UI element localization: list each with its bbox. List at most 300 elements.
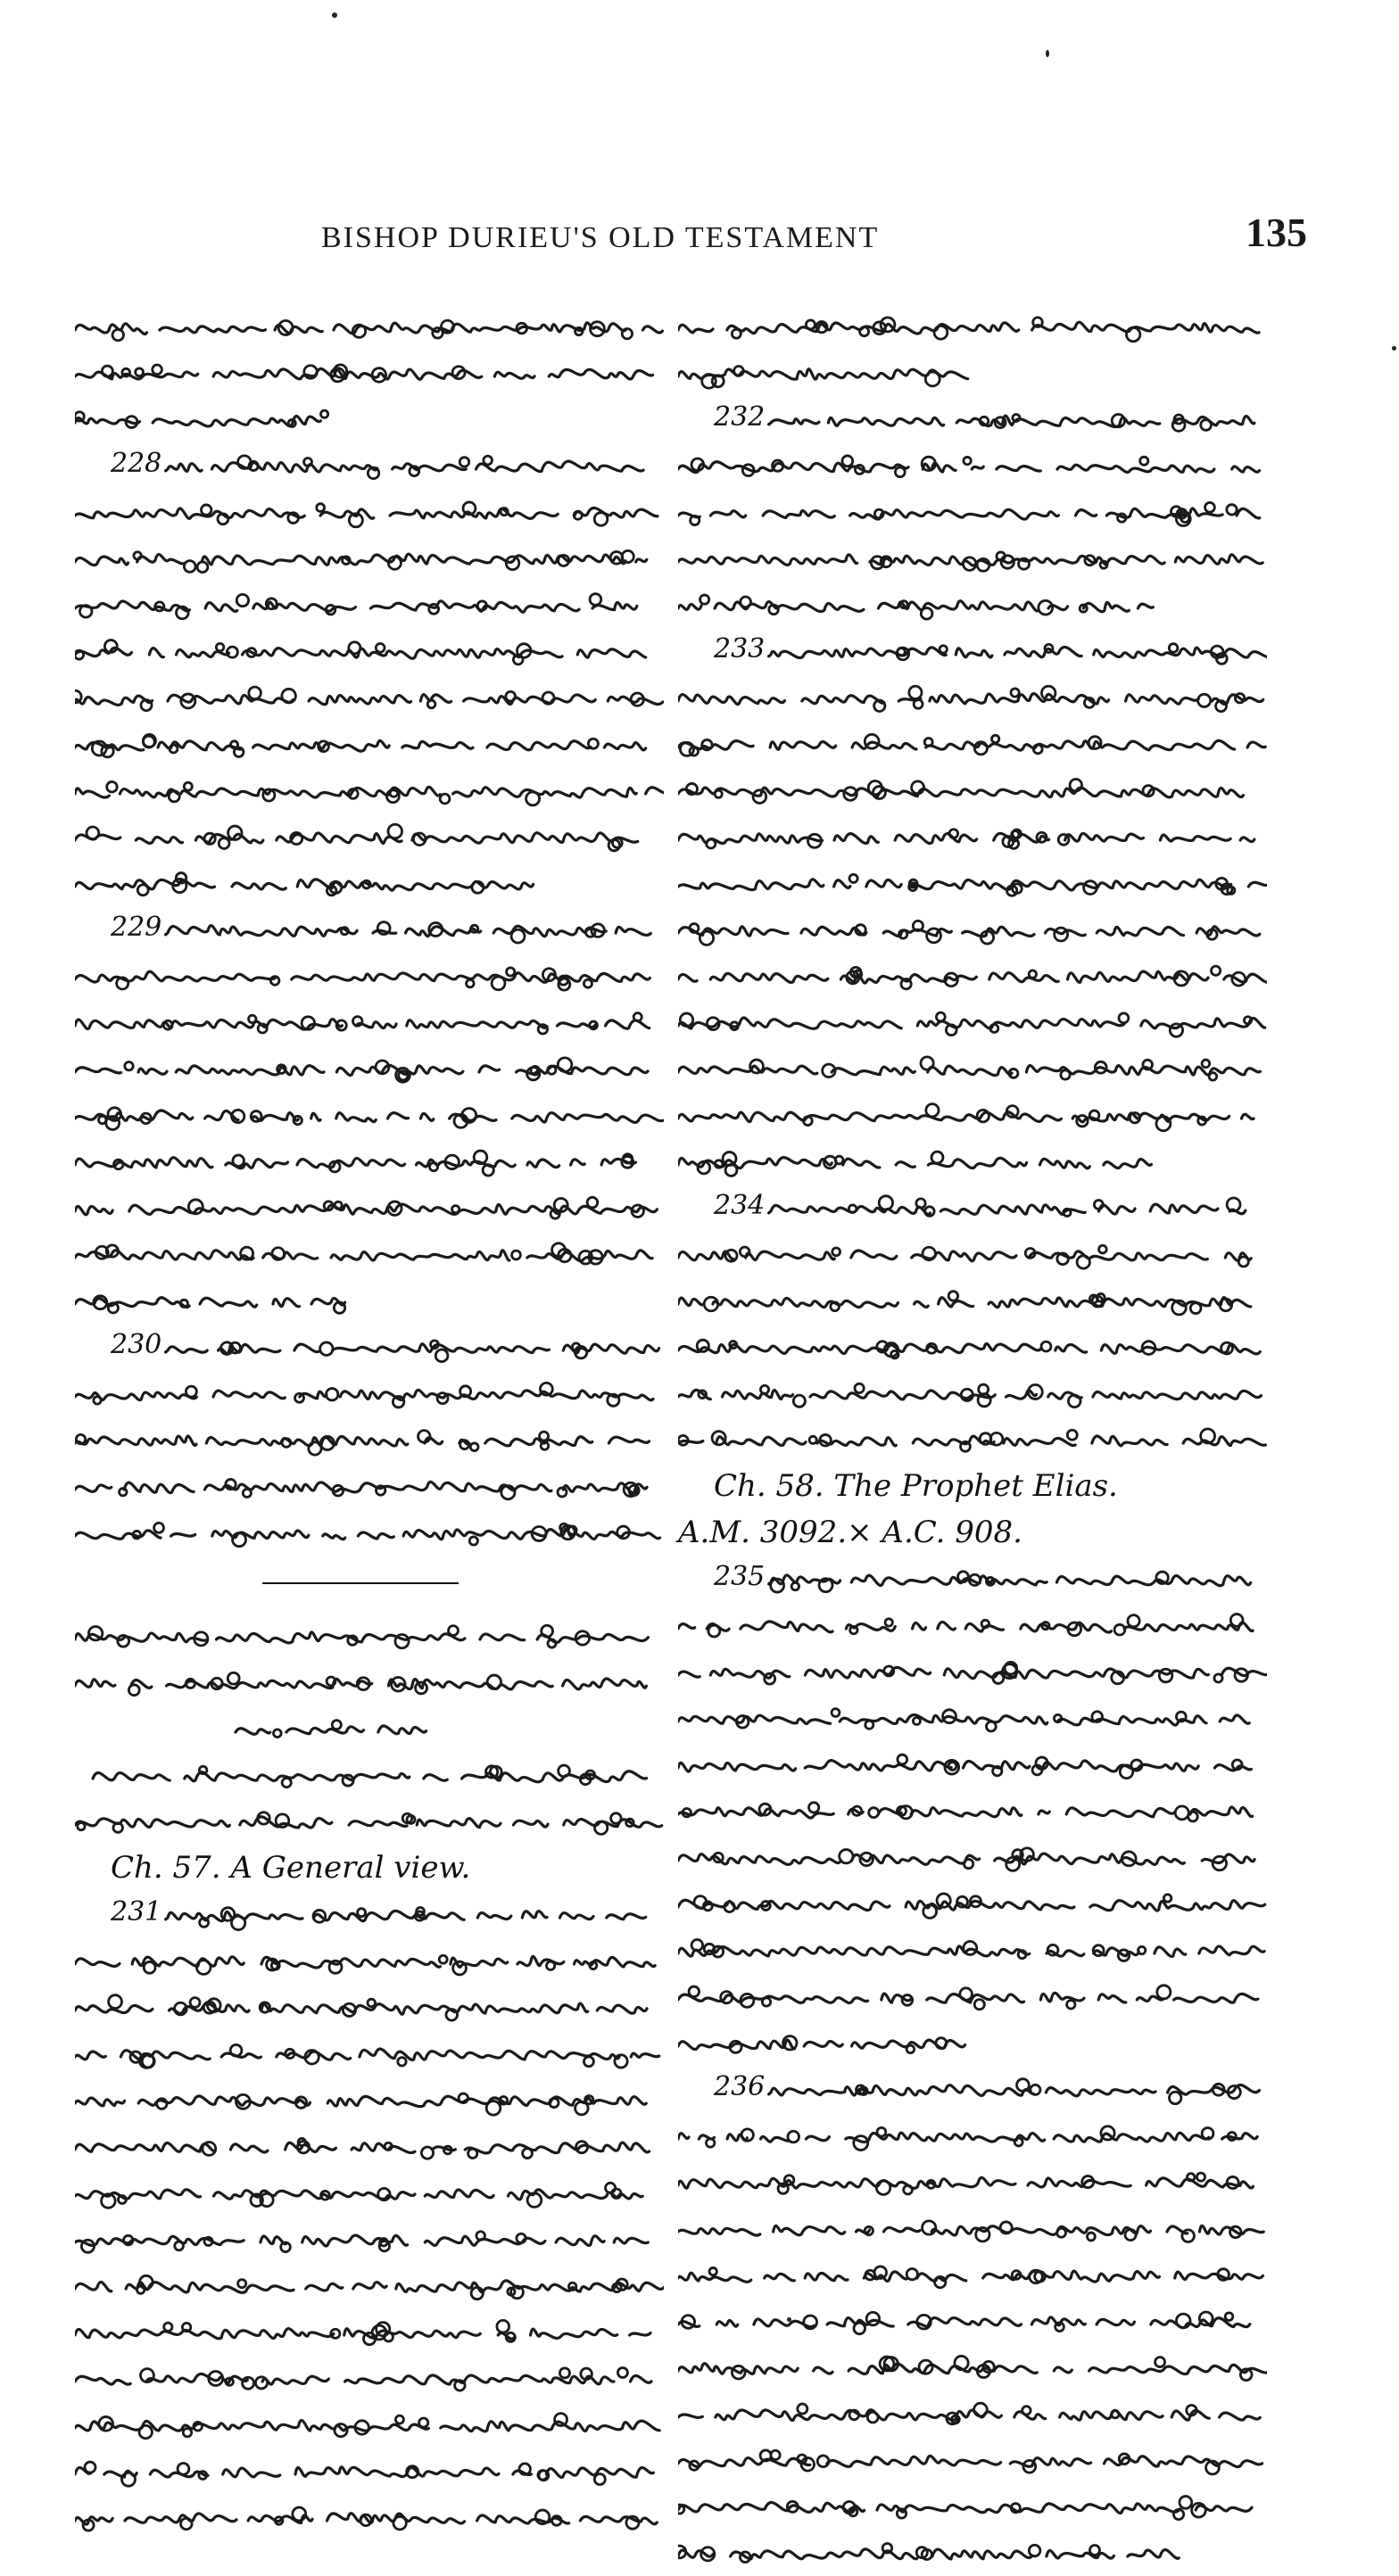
shorthand-stroke [678,1298,1251,1308]
shorthand-loop [1077,1256,1089,1268]
shorthand-loop [98,1116,105,1123]
shorthand-loop [184,782,192,790]
shorthand-stroke [678,1158,1151,1168]
script-line [75,2494,664,2540]
shorthand-loop [180,1300,187,1307]
shorthand-loop [974,2000,984,2010]
script-line [678,2344,1267,2390]
shorthand-script-strokes [678,767,1267,813]
shorthand-loop [199,1766,206,1773]
script-line [75,1463,664,1509]
shorthand-loop [877,2127,886,2136]
shorthand-stroke [678,1436,1265,1446]
shorthand-loop [385,2143,392,2150]
section-divider [262,1582,459,1584]
script-line [75,906,664,953]
script-line [678,628,1267,674]
shorthand-script-strokes [75,721,664,767]
shorthand-loop [459,458,468,466]
script-line [678,1416,1267,1463]
script-line [678,1092,1267,1138]
script-line [678,2251,1267,2298]
script-line [678,1973,1267,2019]
shorthand-loop [1126,327,1139,341]
shorthand-loop [986,1721,996,1731]
script-line [678,1185,1267,1231]
shorthand-loop [617,2368,627,2378]
script-line [75,767,664,813]
shorthand-loop [709,2267,716,2275]
shorthand-loop [849,874,857,882]
script-line [75,582,664,628]
shorthand-loop [467,979,475,987]
shorthand-loop [1169,644,1178,653]
shorthand-loop [866,2312,879,2324]
shorthand-script-strokes [75,2401,664,2448]
script-line [75,1324,664,1370]
shorthand-loop [1017,2079,1030,2092]
shorthand-stroke [678,1251,1251,1261]
shorthand-loop [317,504,325,512]
shorthand-loop [981,1620,989,1627]
shorthand-stroke [75,2190,655,2200]
script-line [678,2066,1267,2112]
script-line [678,1324,1267,1370]
script-line [75,1659,664,1705]
shorthand-script-strokes [75,2076,664,2123]
script-line [75,721,664,767]
shorthand-loop [832,1709,840,1717]
shorthand-script-strokes [75,350,664,396]
script-line [678,442,1267,489]
shorthand-loop [541,1442,549,1450]
shorthand-loop [1238,1257,1248,1267]
shorthand-stroke [771,1204,1262,1214]
shorthand-loop [125,1061,133,1069]
shorthand-loop [243,1489,251,1497]
shorthand-loop [332,1721,341,1730]
shorthand-loop [595,1821,608,1834]
paragraph-number: 228. [111,448,170,479]
shorthand-loop [183,2428,191,2436]
script-line [678,721,1267,767]
shorthand-script-strokes [75,1045,664,1092]
script-line [75,2448,664,2494]
shorthand-loop [309,1442,321,1455]
shorthand-loop [196,1961,211,1975]
shorthand-script-strokes [678,2483,1267,2530]
shorthand-loop [809,1436,816,1443]
shorthand-stroke [678,1714,1249,1725]
shorthand-loop [1205,502,1215,512]
script-line [678,2205,1267,2251]
shorthand-script-strokes [678,489,1267,535]
script-line [678,1602,1267,1648]
shorthand-script-strokes [678,2437,1267,2483]
script-line [75,2123,664,2169]
shorthand-stroke [236,1726,426,1734]
shorthand-loop [430,1163,438,1171]
shorthand-loop [1029,970,1036,978]
shorthand-script-strokes [75,2262,664,2308]
shorthand-loop [697,1340,708,1351]
shorthand-loop [469,1537,477,1545]
shorthand-loop [1198,1117,1206,1125]
script-line [75,2401,664,2448]
script-line [678,1927,1267,1973]
shorthand-stroke [75,1632,648,1643]
shorthand-loop [1196,2173,1204,2181]
shorthand-script-strokes [678,953,1267,999]
shorthand-script-strokes [75,767,664,813]
shorthand-loop [611,1813,622,1824]
shorthand-loop [233,1533,246,1547]
shorthand-script-strokes [678,350,1267,396]
shorthand-script-strokes [75,582,664,628]
shorthand-loop [395,2415,403,2423]
shorthand-loop [154,1523,164,1532]
shorthand-stroke [678,2317,1250,2328]
shorthand-script-strokes [75,2355,664,2401]
shorthand-stroke [75,833,655,844]
shorthand-loop [921,608,932,620]
shorthand-loop [1138,1946,1146,1953]
shorthand-loop [948,1763,956,1771]
shorthand-loop [923,2221,936,2234]
shorthand-loop [236,594,248,606]
script-line [678,2390,1267,2437]
script-line [75,350,664,396]
shorthand-script-strokes [678,1880,1267,1927]
shorthand-script-strokes [678,1834,1267,1880]
shorthand-script-strokes [678,442,1267,489]
shorthand-loop [144,1961,155,1973]
script-line [75,1984,664,2030]
shorthand-script-strokes [678,582,1267,628]
shorthand-stroke [75,740,655,751]
shorthand-loop [840,1850,853,1863]
script-line [678,1370,1267,1416]
shorthand-loop [1058,834,1069,845]
shorthand-loop [906,2045,915,2053]
shorthand-loop [178,2463,189,2474]
shorthand-loop [809,1803,819,1812]
shorthand-script-strokes [75,396,664,442]
shorthand-loop [421,2147,433,2159]
shorthand-loop [1119,1013,1129,1023]
shorthand-loop [798,2404,807,2414]
shorthand-script-strokes [75,2169,664,2216]
shorthand-loop [368,1999,376,2007]
shorthand-loop [1157,1986,1171,1999]
shorthand-stroke [771,2085,1259,2095]
shorthand-loop [153,365,162,375]
script-line [75,1370,664,1416]
shorthand-stroke [678,1066,1260,1076]
shorthand-loop [1088,2233,1096,2241]
script-line [75,1509,664,1556]
shorthand-loop [304,458,312,466]
shorthand-loop [128,1685,139,1696]
shorthand-loop [974,2403,988,2416]
shorthand-loop [1169,2092,1180,2103]
script-line [678,2530,1267,2576]
shorthand-loop [511,929,525,943]
shorthand-loop [1064,1209,1071,1216]
shorthand-stroke [678,322,1259,334]
shorthand-script-strokes [678,1927,1267,1973]
shorthand-loop [791,1582,799,1589]
shorthand-script-strokes [75,1185,664,1231]
script-line [678,489,1267,535]
shorthand-loop [906,2269,917,2280]
shorthand-loop [238,2280,246,2288]
shorthand-script-strokes [75,674,664,721]
script-line [75,1705,664,1752]
shorthand-script-strokes [678,303,1267,350]
shorthand-loop [559,1765,570,1777]
script-line [75,1798,664,1845]
shorthand-script-strokes [75,1463,664,1509]
shorthand-loop [948,1292,957,1300]
paragraph-number: 231. [111,1896,170,1928]
paragraph-number: 230. [111,1329,170,1360]
script-line [75,2355,664,2401]
shorthand-loop [1068,1395,1080,1408]
shorthand-stroke [678,1667,1267,1678]
script-line [75,2262,664,2308]
shorthand-loop [449,1626,459,1636]
paragraph-number: 234. [714,1190,774,1221]
shorthand-stroke [75,368,664,379]
script-line [75,535,664,582]
script-line [75,1138,664,1185]
shorthand-loop [186,1386,196,1397]
shorthand-loop [112,329,123,340]
script-line [678,2019,1267,2066]
shorthand-script-strokes [75,1937,664,1984]
shorthand-script-strokes [75,628,664,674]
shorthand-script-strokes [75,1705,664,1752]
shorthand-script-strokes [75,1659,664,1705]
shorthand-loop [1089,2546,1099,2555]
shorthand-loop [700,595,709,604]
shorthand-stroke [678,740,1265,750]
script-line [678,2483,1267,2530]
shorthand-loop [832,1248,840,1256]
shorthand-script-strokes [678,1741,1267,1788]
shorthand-script-strokes [678,1973,1267,2019]
shorthand-script-strokes [75,1613,664,1659]
shorthand-loop [249,687,261,699]
script-line [678,1648,1267,1695]
shorthand-loop [341,928,348,935]
shorthand-loop [548,1066,556,1074]
shorthand-loop [329,1961,342,1973]
shorthand-script-strokes [75,1752,664,1798]
print-speck [1392,346,1396,351]
right-column [678,303,1267,2576]
shorthand-loop [1159,1669,1172,1682]
shorthand-loop [119,2196,127,2204]
script-line [75,1891,664,1937]
shorthand-loop [512,1251,521,1259]
shorthand-script-strokes [678,674,1267,721]
shorthand-loop [506,691,516,701]
shorthand-loop [633,1013,642,1021]
script-line [678,1695,1267,1741]
shorthand-script-strokes [678,1370,1267,1416]
shorthand-stroke [75,2003,647,2014]
shorthand-loop [700,931,713,945]
shorthand-loop [1018,1951,1026,1959]
shorthand-loop [879,1196,892,1210]
shorthand-loop [170,745,178,753]
script-line [75,1185,664,1231]
shorthand-script-strokes [678,2112,1267,2159]
script-line [75,674,664,721]
shorthand-loop [197,562,208,573]
shorthand-loop [548,1639,556,1647]
shorthand-loop [484,456,493,465]
shorthand-loop [793,1395,805,1407]
script-line [678,1045,1267,1092]
shorthand-script-strokes [678,1788,1267,1834]
shorthand-loop [233,1155,244,1166]
shorthand-loop [926,1104,939,1117]
shorthand-loop [1182,2230,1195,2242]
shorthand-loop [1022,2407,1031,2415]
shorthand-loop [689,1986,699,1996]
running-head: BISHOP DURIEU'S OLD TESTAMENT [321,221,880,254]
shorthand-script-strokes [678,1602,1267,1648]
shorthand-stroke [678,2177,1253,2188]
shorthand-loop [741,597,751,607]
script-line [75,2308,664,2355]
script-line [678,1788,1267,1834]
shorthand-loop [120,1489,127,1496]
shorthand-script-strokes [678,2390,1267,2437]
shorthand-stroke [75,1110,663,1122]
script-line [678,1834,1267,1880]
shorthand-loop [788,2131,799,2143]
shorthand-loop [1140,457,1148,465]
shorthand-loop [1170,1024,1182,1036]
script-line [75,442,664,489]
shorthand-stroke [678,1343,1260,1354]
shorthand-loop [190,1998,200,2008]
shorthand-loop [204,2237,212,2245]
shorthand-script-strokes [75,2308,664,2355]
shorthand-loop [740,1247,749,1257]
shorthand-loop [854,2323,865,2334]
shorthand-script-strokes [678,2019,1267,2066]
shorthand-script-strokes [678,906,1267,953]
shorthand-stroke [678,2225,1263,2235]
shorthand-stroke [678,879,1267,890]
left-column [75,303,664,2540]
shorthand-loop [122,368,130,376]
script-line [678,350,1267,396]
shorthand-script-strokes [678,2298,1267,2344]
shorthand-loop [574,511,582,519]
shorthand-script-strokes [75,813,664,860]
shorthand-loop [594,2474,605,2485]
shorthand-script-strokes [75,999,664,1045]
shorthand-loop [590,594,601,606]
shorthand-loop [895,467,905,477]
script-line [678,953,1267,999]
shorthand-script-strokes [678,2344,1267,2390]
script-line [75,489,664,535]
script-line [75,999,664,1045]
script-line [678,1556,1267,1602]
script-line [678,535,1267,582]
shorthand-stroke [75,1204,657,1215]
shorthand-loop [102,366,112,376]
shorthand-loop [439,1955,447,1963]
shorthand-stroke [678,1761,1251,1771]
shorthand-loop [1202,1060,1210,1068]
script-line [75,2216,664,2262]
shorthand-loop [175,2242,184,2250]
shorthand-loop [1067,1430,1077,1440]
page-number: 135 [1246,210,1307,255]
paragraph-number: 236. [714,2071,774,2102]
shorthand-loop [835,1156,843,1164]
shorthand-loop [869,1808,879,1818]
shorthand-stroke [678,2271,1262,2282]
shorthand-loop [274,1730,282,1738]
shorthand-script-strokes [75,489,664,535]
shorthand-loop [107,781,117,791]
shorthand-loop [934,326,948,339]
shorthand-loop [109,1995,122,2009]
shorthand-loop [1244,1017,1251,1024]
print-speck [1046,50,1049,57]
shorthand-loop [1013,414,1020,421]
shorthand-loop [230,741,237,748]
shorthand-loop [388,824,402,838]
shorthand-script-strokes [75,953,664,999]
shorthand-stroke [75,648,662,658]
shorthand-loop [452,1206,459,1213]
shorthand-loop [321,410,328,417]
script-line [678,1880,1267,1927]
shorthand-loop [440,794,450,804]
shorthand-loop [865,1721,873,1729]
script-line [678,2112,1267,2159]
shorthand-loop [849,1205,857,1213]
shorthand-stroke [678,2040,965,2050]
shorthand-loop [435,1350,448,1362]
shorthand-script-strokes [75,1509,664,1556]
shorthand-script-strokes [75,303,664,350]
shorthand-script-strokes [678,999,1267,1045]
shorthand-loop [760,1385,768,1393]
shorthand-loop [1061,1070,1070,1079]
shorthand-loop [134,552,141,559]
shorthand-loop [588,739,598,748]
shorthand-loop [255,2377,267,2389]
paragraph-number: 232. [714,401,774,433]
shorthand-loop [817,2456,829,2467]
shorthand-loop [219,838,229,849]
shorthand-loop [1212,966,1221,975]
shorthand-loop [1011,689,1019,697]
shorthand-script-strokes [678,1277,1267,1324]
shorthand-stroke [75,1390,653,1399]
